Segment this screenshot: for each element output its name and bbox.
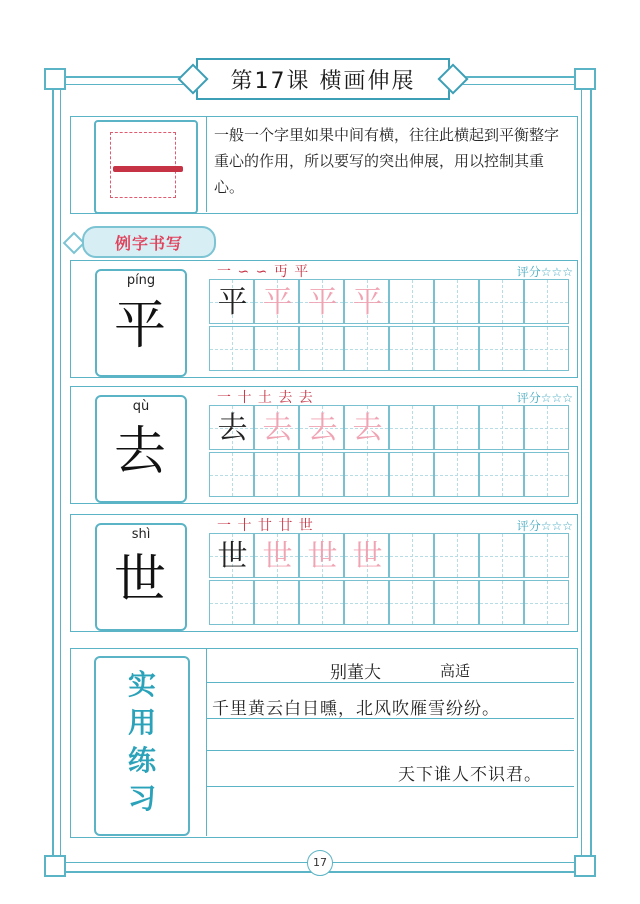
practice-row-ping <box>70 260 578 378</box>
practice-row-shi <box>70 514 578 632</box>
grid-cell[interactable] <box>524 580 569 625</box>
grid-cell[interactable] <box>344 452 389 497</box>
section-label-text: 例字书写 <box>114 233 183 253</box>
poem-label-char: 用 <box>127 706 156 739</box>
trace-char: 去 <box>352 411 383 446</box>
grid-cell[interactable] <box>389 326 434 371</box>
grid-cell[interactable] <box>434 326 479 371</box>
grid-cell[interactable] <box>524 326 569 371</box>
lesson-title: 第17课 横画伸展 <box>230 68 416 94</box>
poem-line-1: 千里黄云白日曛，北风吹雁雪纷纷。 <box>212 699 500 719</box>
poem-title: 别董大 <box>330 663 381 683</box>
stroke-example-panel <box>94 120 198 214</box>
section-label <box>82 226 216 258</box>
grid-cell[interactable] <box>209 452 254 497</box>
grid-cell[interactable] <box>209 326 254 371</box>
grid-cell[interactable] <box>524 279 569 324</box>
trace-char: 平 <box>352 285 383 320</box>
grid-cell[interactable] <box>524 452 569 497</box>
poem-divider <box>206 648 207 836</box>
trace-char: 平 <box>307 285 338 320</box>
intro-divider <box>206 116 207 212</box>
intro-text: 一般一个字里如果中间有横，往往此横起到平衡整字重心的作用，所以要写的突出伸展，用以控制其重心。 <box>214 126 560 196</box>
grid-cell[interactable] <box>389 533 434 578</box>
grid-cell[interactable] <box>209 533 254 578</box>
trace-char: 世 <box>352 539 383 574</box>
grid-cell[interactable] <box>344 580 389 625</box>
grid-cell[interactable] <box>479 580 524 625</box>
grid-cell[interactable] <box>299 279 344 324</box>
trace-char: 世 <box>262 539 293 574</box>
rating-stars: 评分☆☆☆ <box>516 391 573 405</box>
practice-row-qu <box>70 386 578 504</box>
grid-cell[interactable] <box>434 580 479 625</box>
poem-label-char: 习 <box>127 782 156 815</box>
grid-cell[interactable] <box>434 533 479 578</box>
pinyin: píng <box>126 273 156 288</box>
grid-cell[interactable] <box>434 452 479 497</box>
example-char-panel <box>95 269 187 377</box>
poem-label-panel <box>94 656 190 836</box>
frame-corner-top-left <box>44 68 66 90</box>
grid-cell[interactable] <box>479 326 524 371</box>
model-char: 世 <box>217 539 248 574</box>
grid-cell[interactable] <box>524 533 569 578</box>
pinyin: shì <box>131 527 151 542</box>
grid-cell[interactable] <box>209 279 254 324</box>
poem-rule <box>206 682 574 683</box>
model-char: 平 <box>217 285 248 320</box>
grid-cell[interactable] <box>299 326 344 371</box>
grid-cell[interactable] <box>299 533 344 578</box>
frame-corner-top-right <box>574 68 596 90</box>
horizontal-stroke-icon <box>113 166 183 172</box>
rating-stars: 评分☆☆☆ <box>516 519 573 533</box>
poem-label-char: 实 <box>127 668 156 701</box>
poem-author: 高适 <box>440 662 471 680</box>
trace-char: 平 <box>262 285 293 320</box>
frame-corner-bottom-right <box>574 855 596 877</box>
stroke-order: 一 十 廿 廿 世 <box>217 518 314 534</box>
grid-cell[interactable] <box>524 405 569 450</box>
writing-grid <box>209 533 575 629</box>
poem-label-char: 练 <box>127 744 156 777</box>
writing-grid <box>209 279 575 375</box>
poem-label <box>96 666 188 818</box>
grid-cell[interactable] <box>479 533 524 578</box>
grid-cell[interactable] <box>389 405 434 450</box>
example-char-panel <box>95 395 187 503</box>
rating-stars: 评分☆☆☆ <box>516 265 573 279</box>
grid-cell[interactable] <box>254 405 299 450</box>
grid-cell[interactable] <box>254 326 299 371</box>
grid-cell[interactable] <box>479 452 524 497</box>
grid-cell[interactable] <box>389 580 434 625</box>
model-char: 去 <box>217 411 248 446</box>
example-char: 世 <box>113 550 166 610</box>
example-char: 去 <box>113 422 166 482</box>
grid-cell[interactable] <box>434 405 479 450</box>
trace-char: 去 <box>307 411 338 446</box>
grid-cell[interactable] <box>254 452 299 497</box>
stroke-example-grid <box>110 132 176 198</box>
grid-cell[interactable] <box>389 452 434 497</box>
stroke-order: 一 十 土 去 去 <box>217 390 314 406</box>
example-char: 平 <box>113 296 166 356</box>
grid-cell[interactable] <box>254 580 299 625</box>
grid-cell[interactable] <box>479 279 524 324</box>
poem-rule <box>206 786 574 787</box>
stroke-order: 一 ∽ ∽ 丏 平 <box>217 264 310 280</box>
grid-cell[interactable] <box>479 405 524 450</box>
grid-cell[interactable] <box>209 405 254 450</box>
grid-cell[interactable] <box>209 580 254 625</box>
grid-cell[interactable] <box>299 580 344 625</box>
writing-grid <box>209 405 575 501</box>
page-number: 17 <box>307 850 333 876</box>
grid-cell[interactable] <box>254 279 299 324</box>
grid-cell[interactable] <box>299 405 344 450</box>
frame-corner-bottom-left <box>44 855 66 877</box>
trace-char: 世 <box>307 539 338 574</box>
grid-cell[interactable] <box>389 279 434 324</box>
grid-cell[interactable] <box>344 405 389 450</box>
pinyin: qù <box>132 399 150 414</box>
grid-cell[interactable] <box>254 533 299 578</box>
grid-cell[interactable] <box>344 533 389 578</box>
example-char-panel <box>95 523 187 631</box>
grid-cell[interactable] <box>434 279 479 324</box>
poem-line-2: 天下谁人不识君。 <box>398 765 542 785</box>
grid-cell[interactable] <box>344 279 389 324</box>
poem-rule <box>206 750 574 751</box>
lesson-title-box <box>196 58 450 100</box>
grid-cell[interactable] <box>344 326 389 371</box>
trace-char: 去 <box>262 411 293 446</box>
grid-cell[interactable] <box>299 452 344 497</box>
